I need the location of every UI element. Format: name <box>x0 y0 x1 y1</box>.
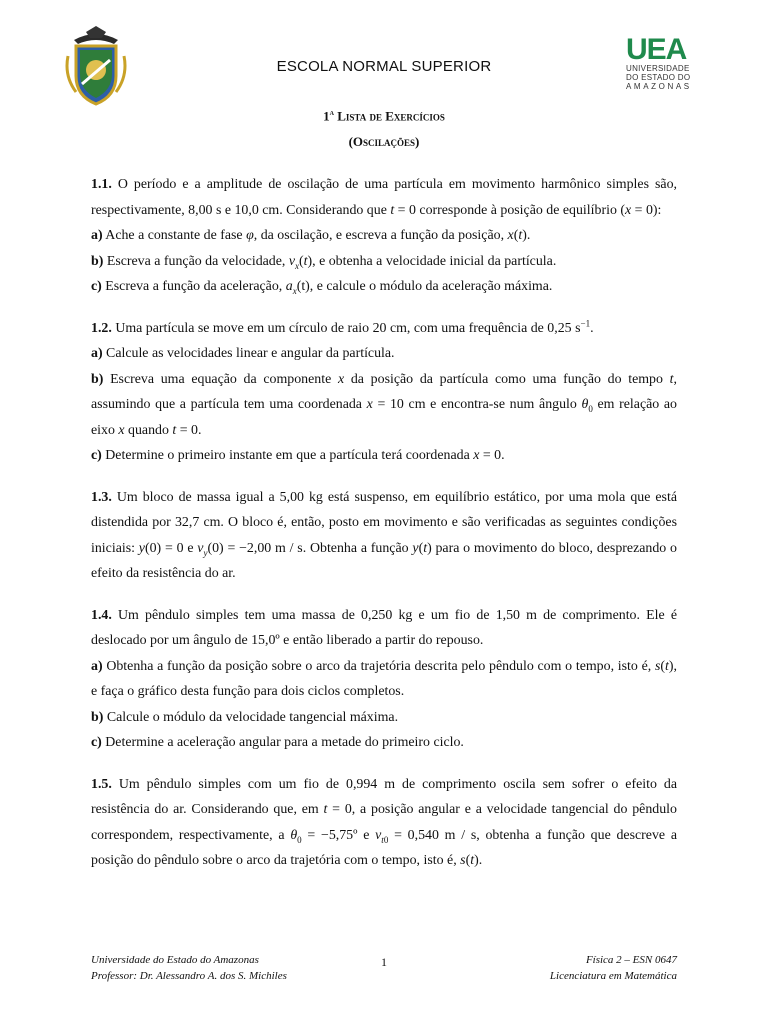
exercise-1-1-a: a) Ache a constante de fase φ, da oscilação, e escreva a função da posição, x(t). <box>91 228 531 243</box>
exercise-1-2-b: b) Escreva uma equação da componente x da posição da partícula como uma função do tempo t, assumindo que a partícula tem uma coordenada x = 10 cm e encontra-se num ângulo $\theta_0$ em relação ao eixo x quando t = 0. <box>91 371 678 438</box>
exercise-1-1: 1.1. O período e a amplitude de oscilação de uma partícula em movimento harmônico simples são, respectivamente, 8,00 s e 10,0 cm. Considerando que t = 0 corresponde à posição de equilíbrio (x = 0): <box>91 177 677 218</box>
exercise-1-4-a: a) Obtenha a função da posição sobre o arco da trajetória descrita pelo pêndulo com o tempo, isto é, s(t), e faça o gráfico desta função para dois ciclos completos. <box>91 658 677 699</box>
exercise-1-2-c: c) Determine o primeiro instante em que a partícula terá coordenada x = 0. <box>91 448 505 463</box>
list-ordinal: 1 <box>323 108 330 124</box>
footer-right <box>550 952 677 984</box>
exercise-1-2-a: a) Calcule as velocidades linear e angular da partícula. <box>91 346 395 361</box>
list-title-text: Lista de Exercícios <box>337 108 445 124</box>
uea-mark: UEA <box>626 33 687 66</box>
footer-program: Licenciatura em Matemática <box>549 970 677 982</box>
uea-logo <box>626 33 706 91</box>
uea-line-3: AMAZONAS <box>626 82 692 91</box>
exercise-list <box>91 172 677 874</box>
exercise-1-4-b: b) Calcule o módulo da velocidade tangencial máxima. <box>91 709 399 725</box>
uea-line-1: UNIVERSIDADE <box>626 64 690 73</box>
page-number: 1 <box>381 955 387 969</box>
list-ordinal-sup: a <box>329 108 334 117</box>
exercise-1-1-b: b) Escreva a função da velocidade, $v_x(t)$, e obtenha a velocidade inicial da partícula. <box>91 253 557 271</box>
list-subtitle: (Oscilações) <box>348 134 420 149</box>
exercise-1-2: 1.2. Uma partícula se move em um círculo de raio 20 cm, com uma frequência de 0,25 $s^{-1}$. <box>91 317 594 336</box>
exercise-1-3: 1.3. Um bloco de massa igual a 5,00 kg está suspenso, em equilíbrio estático, por uma mola que está distendida por 32,7 cm. O bloco é, então, posto em movimento e são verificadas as seguintes condições iniciais: y(0) = 0 e $v_y(0) = -2,00$ m / s. Obtenha a função y(t) para o movimento do bloco, desprezando o efeito da resistência do ar. <box>91 489 677 581</box>
exercise-1-4-c: c) Determine a aceleração angular para a metade do primeiro ciclo. <box>91 735 464 750</box>
footer-professor: Professor: Dr. Alessandro A. dos S. Michiles <box>91 970 287 982</box>
exercise-1-4: 1.4. Um pêndulo simples tem uma massa de 0,250 kg e um fio de 1,50 m de comprimento. Ele é deslocado por um ângulo de 15,0º e então liberado a partir do repouso. <box>91 607 677 648</box>
exercise-1-1-c: c) Escreva a função da aceleração, $a_x(t)$, e calcule o módulo da aceleração máxima. <box>91 279 553 296</box>
uea-line-2: DO ESTADO DO <box>626 73 691 82</box>
footer-course: Física 2 – ESN 0647 <box>585 954 677 966</box>
school-name: ESCOLA NORMAL SUPERIOR <box>276 58 492 75</box>
list-title <box>0 108 768 124</box>
footer-university: Universidade do Estado do Amazonas <box>91 954 259 966</box>
exercise-1-5: 1.5. Um pêndulo simples com um fio de 0,994 m de comprimento oscila sem sofrer o efeito da resistência do ar. Considerando que, em t = 0, a posição angular e a velocidade tangencial do pêndulo correspondem, respectivamente, a $\theta_0$ = −5,75º e $v_{t0} = 0,540$ m / s, obtenha a função que descreve a posição do pêndulo sobre o arco da trajetória com o tempo, isto é, s(t). <box>91 776 677 868</box>
